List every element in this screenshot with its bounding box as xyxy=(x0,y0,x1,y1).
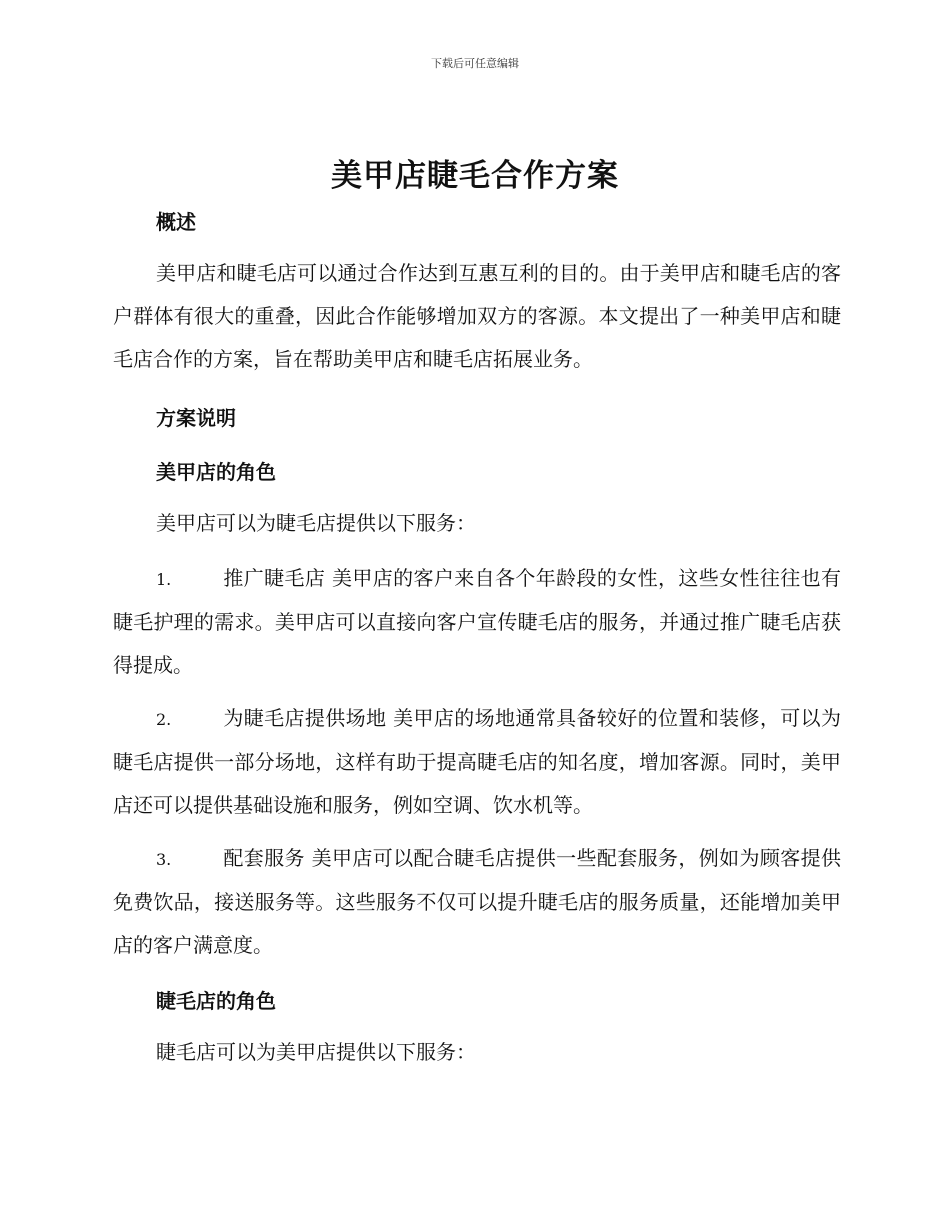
heading-plan: 方案说明 xyxy=(156,406,236,430)
list-number: 3. xyxy=(156,850,172,869)
list-text: 为睫毛店提供场地 美甲店的场地通常具备较好的位置和装修，可以为睫毛店提供一部分场地，这样有助于提高睫毛店的知名度，增加客源。同时，美甲店还可以提供基础设施和服务，例如空调、饮水机等。 xyxy=(113,706,841,817)
document-title: 美甲店睫毛合作方案 xyxy=(331,158,619,194)
list-text: 配套服务 美甲店可以配合睫毛店提供一些配套服务，例如为顾客提供免费饮品，接送服务等。这些服务不仅可以提升睫毛店的服务质量，还能增加美甲店的客户满意度。 xyxy=(113,846,841,957)
heading-overview: 概述 xyxy=(156,210,196,234)
list-number: 1. xyxy=(156,570,172,589)
list-text: 推广睫毛店 美甲店的客户来自各个年龄段的女性，这些女性往往也有睫毛护理的需求。美甲店可以直接向客户宣传睫毛店的服务，并通过推广睫毛店获得提成。 xyxy=(113,566,841,677)
header-note: 下载后可任意编辑 xyxy=(431,57,519,70)
paragraph-nail-role-intro: 美甲店可以为睫毛店提供以下服务： xyxy=(156,511,476,535)
list-item xyxy=(113,557,841,687)
heading-lash-role: 睫毛店的角色 xyxy=(156,989,276,1013)
heading-nail-role: 美甲店的角色 xyxy=(156,460,276,484)
paragraph-lash-role-intro: 睫毛店可以为美甲店提供以下服务： xyxy=(156,1040,476,1064)
list-number: 2. xyxy=(156,710,172,729)
list-item xyxy=(113,697,841,827)
list-item xyxy=(113,837,841,967)
paragraph-overview: 美甲店和睫毛店可以通过合作达到互惠互利的目的。由于美甲店和睫毛店的客户群体有很大的重叠，因此合作能够增加双方的客源。本文提出了一种美甲店和睫毛店合作的方案，旨在帮助美甲店和睫毛店拓展业务。 xyxy=(113,261,841,371)
